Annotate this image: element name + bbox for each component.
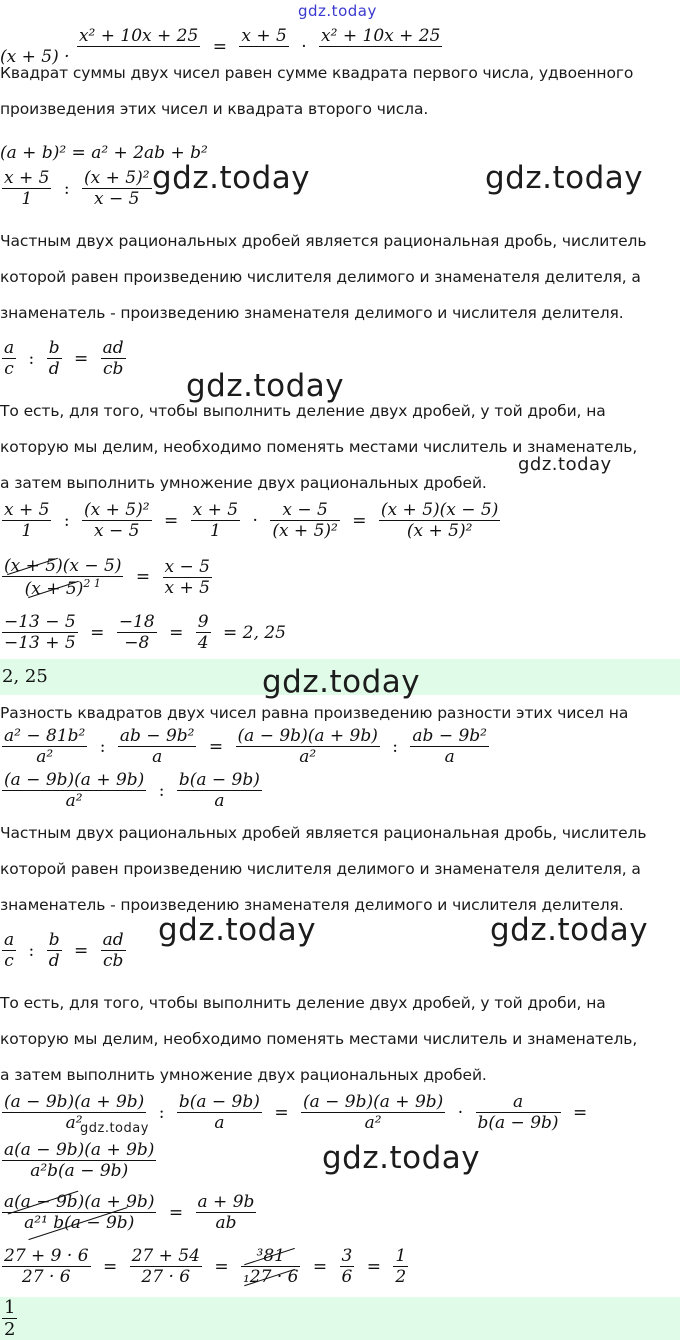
expression-1: $\frac{x + 5}{1}$ : $\frac{\text{(x + 5)²}}{x - 5}$ <box>4 168 150 209</box>
answer-value: 2, 25 <box>2 666 48 687</box>
text-line: знаменатель - произведению знаменателя делимого и числителя делителя. <box>0 896 624 914</box>
watermark: gdz.today <box>158 912 317 948</box>
text-line: Частным двух рациональных дробей является рациональная дробь, числитель <box>0 824 647 842</box>
text-line: которой равен произведению числителя делимого и знаменателя делителя, а <box>0 860 641 878</box>
watermark: gdz.today <box>518 454 612 475</box>
answer-value: $\frac{1}{2}$ <box>4 1297 16 1340</box>
expression-3: $\frac{(a - 9b)(a + 9b)}{\text{a²}}$ : $\frac{b(a - 9b)}{a}$ <box>4 770 260 811</box>
text-line: которую мы делим, необходимо поменять местами числитель и знаменатель, <box>0 438 638 456</box>
text-line: которую мы делим, необходимо поменять местами числитель и знаменатель, <box>0 1030 638 1048</box>
watermark: gdz.today <box>262 664 421 700</box>
watermark-top: gdz.today <box>298 2 377 20</box>
step-2: $\frac{(x + 5)(x - 5)}{(x + 5)^{2 1}}$ = $\frac{x - 5}{x + 5}$ <box>4 556 210 599</box>
watermark: gdz.today <box>485 160 644 196</box>
text-line: а затем выполнить умножение двух рациональных дробей. <box>0 474 487 492</box>
text-line: знаменатель - произведению знаменателя делимого и числителя делителя. <box>0 304 624 322</box>
step-6: $\frac{a(a - 9b)(a + 9b)}{\text{a²¹ b(a − 9b)}}$ = $\frac{a + 9b}{ab}$ <box>4 1192 255 1233</box>
text-line: Квадрат суммы двух чисел равен сумме квадрата первого числа, удвоенного <box>0 64 634 82</box>
watermark: gdz.today <box>186 368 345 404</box>
watermark: gdz.today <box>322 1140 481 1176</box>
division-rule-2: $\frac{a}{c}$ : $\frac{b}{d}$ = $\frac{ad}{cb}$ <box>4 930 124 971</box>
step-3: $\frac{-13 - 5}{-13 + 5}$ = $\frac{-18}{-8}$ = $\frac{9}{4}$ = 2, 25 <box>4 612 286 653</box>
text-line: Частным двух рациональных дробей является рациональная дробь, числитель <box>0 232 647 250</box>
watermark: gdz.today <box>152 160 311 196</box>
text-line: произведения этих чисел и квадрата второго числа. <box>0 100 429 118</box>
watermark: gdz.today <box>80 1121 149 1136</box>
text-line: а затем выполнить умножение двух рациональных дробей. <box>0 1066 487 1084</box>
expression-2: $\frac{\text{a² − 81b²}}{\text{a²}}$ : $\frac{\text{ab − 9b²}}{a}$ = $\frac{(a - 9b)(a + 9b)}{\text{a²}}$ : $\frac{\text{ab − 9b²}}{a}$ <box>4 726 487 767</box>
text-line: То есть, для того, чтобы выполнить деление двух дробей, у той дроби, на <box>0 994 606 1012</box>
text-line: которой равен произведению числителя делимого и знаменателя делителя, а <box>0 268 641 286</box>
text-line: То есть, для того, чтобы выполнить деление двух дробей, у той дроби, на <box>0 402 606 420</box>
text-line: Разность квадратов двух чисел равна произведению разности этих чисел на <box>0 704 629 722</box>
answer-box <box>0 1297 680 1340</box>
watermark: gdz.today <box>490 912 649 948</box>
top-expression: (x + 5) · x² + 10x + 25 = x + 5 · x² + 10x + 25 <box>0 26 441 67</box>
step-4: $\frac{(a - 9b)(a + 9b)}{\text{a²}}$ : $\frac{b(a - 9b)}{a}$ = $\frac{(a - 9b)(a + 9b)}{\text{a²}}$ · $\frac{a}{b(a - 9b)}$ = <box>4 1092 588 1133</box>
step-5: $\frac{a(a - 9b)(a + 9b)}{\text{a²b(a − 9b)}}$ <box>4 1140 155 1181</box>
division-rule-1: $\frac{a}{c}$ : $\frac{b}{d}$ = $\frac{ad}{cb}$ <box>4 338 124 379</box>
formula-square-sum: (a + b)² = a² + 2ab + b² <box>0 143 208 163</box>
step-7: $\frac{27 + 9 \cdot 6}{27 \cdot 6}$ = $\frac{27 + 54}{27 \cdot 6}$ = $\frac{\text{³81}}{\text{₁27 · 6}}$ = $\frac{3}{6}$ = $\frac{1}{2}$ <box>4 1246 407 1287</box>
step-1: $\frac{x + 5}{1}$ : $\frac{\text{(x + 5)²}}{x - 5}$ = $\frac{x + 5}{1}$ · $\frac{x - 5}{\text{(x + 5)²}}$ = $\frac{(x + 5)(x - 5)}{\text{(x + 5)²}}$ <box>4 500 499 541</box>
